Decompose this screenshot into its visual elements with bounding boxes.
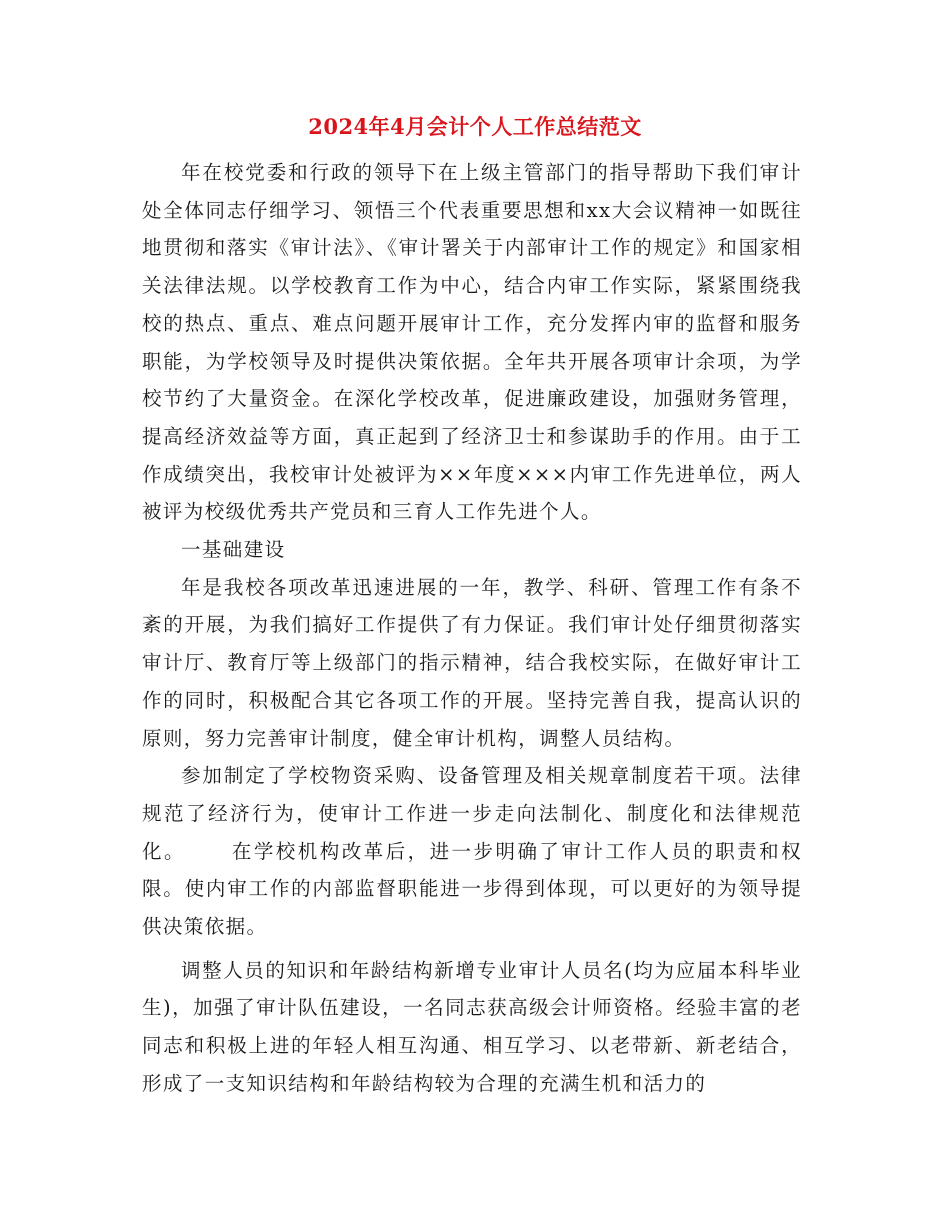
document-title: 2024年4月会计个人工作总结范文 [308, 114, 642, 139]
document-body [142, 154, 802, 1103]
paragraph-duties-text: 在学校机构改革后，进一步明确了审计工作人员的职责和权限。使内审工作的内部监督职能进一步得到体现，可以更好的为领导提供决策依据。 [142, 839, 802, 939]
section-heading-foundation: 一基础建设 [181, 538, 286, 562]
paragraph-intro: 年在校党委和行政的领导下在上级主管部门的指导帮助下我们审计处全体同志仔细学习、领悟三个代表重要思想和xx大会议精神一如既往地贯彻和落实《审计法》、《审计署关于内部审计工作的规定》和国家相关法律法规。以学校教育工作为中心，结合内审工作实际，紧紧围绕我校的热点、重点、难点问题开展审计工作，充分发挥内审的监督和服务职能，为学校领导及时提供决策依据。全年共开展各项审计余项，为学校节约了大量资金。在深化学校改革，促进廉政建设，加强财务管理，提高经济效益等方面，真正起到了经济卫士和参谋助手的作用。由于工作成绩突出，我校审计处被评为××年度×××内审工作先进单位，两人被评为校级优秀共产党员和三育人工作先进个人。 [142, 161, 802, 524]
paragraph-regulations [142, 757, 802, 946]
paragraph-staffing: 调整人员的知识和年龄结构新增专业审计人员名(均为应届本科毕业生)，加强了审计队伍建设，一名同志获高级会计师资格。经验丰富的老同志和积极上进的年轻人相互沟通、相互学习、以老带新、新老结合，形成了一支知识结构和年龄结构较为合理的充满生机和活力的 [142, 958, 802, 1095]
paragraph-reform: 年是我校各项改革迅速进展的一年，教学、科研、管理工作有条不紊的开展，为我们搞好工作提供了有力保证。我们审计处仔细贯彻落实审计厅、教育厅等上级部门的指示精神，结合我校实际，在做好审计工作的同时，积极配合其它各项工作的开展。坚持完善自我，提高认识的原则，努力完善审计制度，健全审计机构，调整人员结构。 [142, 575, 802, 750]
paragraph-regulations-text: 参加制定了学校物资采购、设备管理及相关规章制度若干项。法律规范了经济行为，使审计工作进一步走向法制化、制度化和法律规范化。 [142, 764, 802, 863]
